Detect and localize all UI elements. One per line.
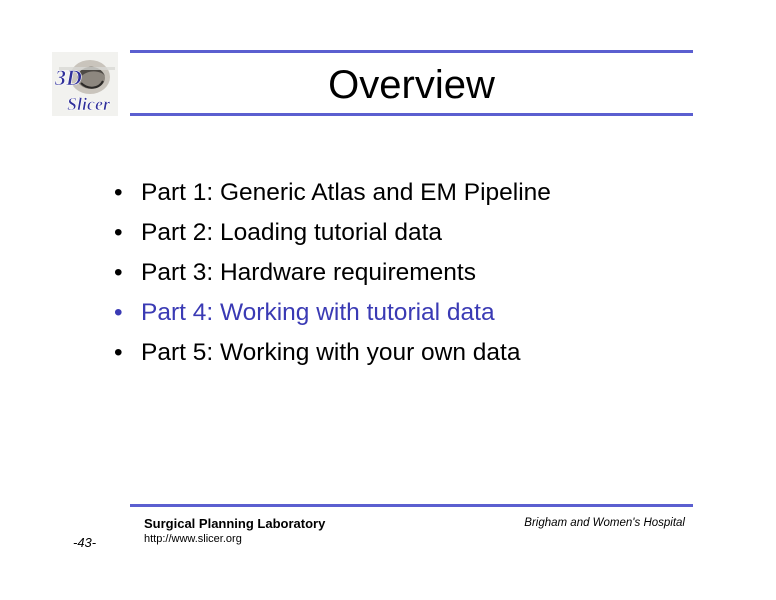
bullet-text: Part 1: Generic Atlas and EM Pipeline	[141, 179, 551, 206]
bullet-item-part-3	[110, 253, 551, 293]
slide-title: Overview	[328, 63, 495, 107]
bullet-dot: •	[114, 259, 123, 286]
logo-slicer-text: Slicer	[67, 94, 110, 114]
bullet-list	[110, 173, 551, 373]
title-top-rule	[130, 50, 693, 53]
footer-url[interactable]: http://www.slicer.org	[144, 533, 242, 545]
footer-hospital-name: Brigham and Women's Hospital	[524, 517, 685, 529]
3d-slicer-logo	[52, 52, 118, 116]
bullet-dot: •	[114, 219, 123, 246]
page-number: -43-	[73, 535, 97, 550]
bullet-item-part-1	[110, 173, 551, 213]
bullet-item-part-4	[110, 293, 551, 333]
bullet-dot: •	[114, 299, 123, 326]
3d-slicer-logo-graphic	[52, 52, 118, 116]
footer-lab-name: Surgical Planning Laboratory	[144, 516, 326, 531]
bullet-item-part-2	[110, 213, 551, 253]
bullet-item-part-5	[110, 333, 551, 373]
footer-rule	[130, 504, 693, 507]
bullet-text: Part 3: Hardware requirements	[141, 259, 476, 286]
title-bottom-rule	[130, 113, 693, 116]
logo-3d-text: 3D	[55, 65, 82, 90]
bullet-text: Part 4: Working with tutorial data	[141, 299, 495, 326]
bullet-dot: •	[114, 179, 123, 206]
bullet-text: Part 2: Loading tutorial data	[141, 219, 443, 246]
bullet-text: Part 5: Working with your own data	[141, 339, 521, 366]
bullet-dot: •	[114, 339, 123, 366]
